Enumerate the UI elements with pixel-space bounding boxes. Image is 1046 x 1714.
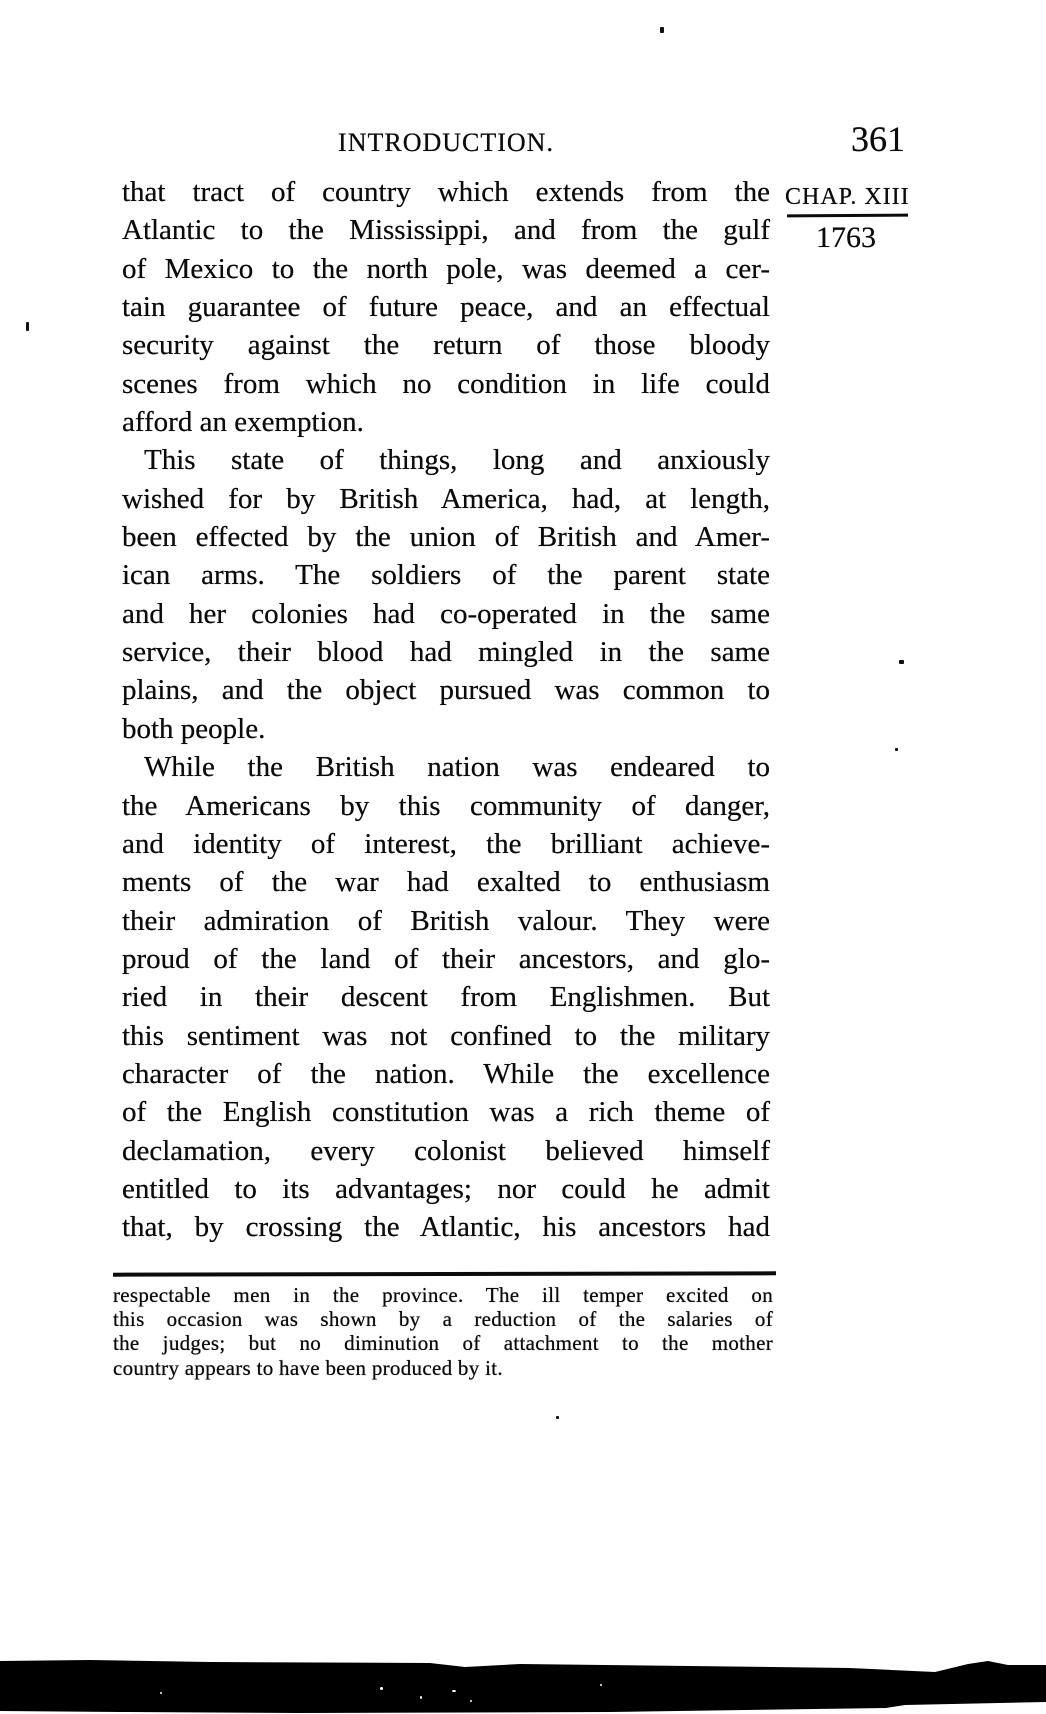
footnote-line: the judges; but no diminution of attachment to the mother [113,1331,773,1356]
body-text-block [122,173,770,1247]
body-line: ican arms. The soldiers of the parent state [122,559,770,592]
body-line: proud of the land of their ancestors, and glo- [122,942,770,975]
body-line: of Mexico to the north pole, was deemed a cer- [122,252,770,285]
body-line: been effected by the union of British and Amer- [122,521,770,554]
body-line: scenes from which no condition in life could [122,367,770,400]
scan-bar-speck [420,1696,422,1699]
body-line: that, by crossing the Atlantic, his ancestors had [122,1211,770,1244]
footnote-separator-rule [113,1271,776,1276]
body-line: tain guarantee of future peace, and an effectual [122,291,770,324]
body-line: both people. [122,712,266,745]
body-line: Atlantic to the Mississippi, and from the gulf [122,214,770,247]
scan-speck [660,27,664,33]
page-number: 361 [851,119,905,159]
footnote-line: country appears to have been produced by it. [113,1355,503,1380]
body-line: and her colonies had co-operated in the same [122,597,770,630]
body-line: that tract of country which extends from the [122,176,770,208]
running-header-title: INTRODUCTION. [338,128,554,157]
body-line: entitled to its advantages; nor could he admit [122,1172,770,1205]
scan-bar-speck [452,1690,456,1692]
margin-note-rule [787,214,908,218]
margin-chapter-note: CHAP. XIII [785,184,910,210]
body-line: ments of the war had exalted to enthusiasm [122,866,770,899]
scan-bar-speck [160,1692,162,1694]
scan-bar-speck [600,1684,602,1686]
body-line: the Americans by this community of danger, [122,789,770,822]
scan-black-bar [0,1655,1046,1714]
body-line: ried in their descent from Englishmen. But [122,981,770,1014]
body-line: their admiration of British valour. They were [122,904,770,937]
body-line: wished for by British America, had, at length, [122,482,770,515]
body-line: plains, and the object pursued was common to [122,674,770,707]
footnote-line: respectable men in the province. The ill temper excited on [113,1283,773,1307]
scan-bar-speck [380,1687,383,1690]
scan-speck [556,1416,559,1419]
body-line: afford an exemption. [122,406,364,439]
footnote-line: this occasion was shown by a reduction of the salaries of [113,1307,773,1332]
body-line: This state of things, long and anxiously [144,444,770,477]
body-line: of the English constitution was a rich theme of [122,1096,770,1129]
body-line: declamation, every colonist believed himself [122,1134,770,1167]
body-line: this sentiment was not confined to the military [122,1019,770,1052]
body-line: While the British nation was endeared to [144,751,770,784]
body-line: and identity of interest, the brilliant achieve- [122,827,770,860]
scan-bar-speck [470,1700,472,1702]
body-line: security against the return of those bloody [122,329,770,362]
margin-year-note: 1763 [816,221,876,254]
body-line: character of the nation. While the excellence [122,1057,770,1090]
scan-speck [26,322,29,331]
scan-speck [899,660,904,664]
scan-speck [895,748,898,751]
footnote-block [113,1283,773,1380]
body-line: service, their blood had mingled in the same [122,636,770,669]
